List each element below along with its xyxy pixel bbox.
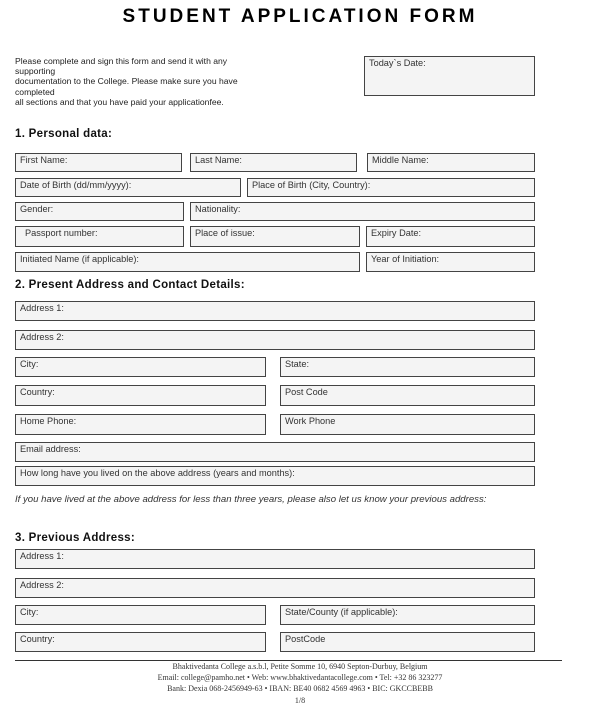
previous-city-field[interactable]: City: [15,605,266,625]
previous-state-county-field[interactable]: State/County (if applicable): [280,605,535,625]
place-of-birth-field[interactable]: Place of Birth (City, Country): [247,178,535,197]
expiry-date-field[interactable]: Expiry Date: [366,226,535,247]
nationality-field[interactable]: Nationality: [190,202,535,221]
gender-field[interactable]: Gender: [15,202,184,221]
passport-number-field[interactable]: Passport number: [15,226,184,247]
initiated-name-field[interactable]: Initiated Name (if applicable): [15,252,360,272]
place-of-issue-field[interactable]: Place of issue: [190,226,360,247]
present-post-code-field[interactable]: Post Code [280,385,535,406]
footer-contact: Email: college@pamho.net • Web: www.bhaktivedantacollege.com • Tel: +32 86 323277 [157,673,443,682]
previous-post-code-field[interactable]: PostCode [280,632,535,652]
form-title: STUDENT APPLICATION FORM [122,6,478,27]
how-long-field[interactable]: How long have you lived on the above address (years and months): [15,466,535,486]
footer-address: Bhaktivedanta College a.s.b.l, Petite Somme 10, 6940 Septon-Durbuy, Belgium [172,662,428,671]
previous-address-note: If you have lived at the above address for less than three years, please also let us know your previous address: [15,494,487,505]
first-name-field[interactable]: First Name: [15,153,182,172]
section-present-address-heading: 2. Present Address and Contact Details: [15,279,245,291]
date-of-birth-field[interactable]: Date of Birth (dd/mm/yyyy): [15,178,241,197]
work-phone-field[interactable]: Work Phone [280,414,535,435]
email-address-field[interactable]: Email address: [15,442,535,462]
intro-line: Please complete and sign this form and send it with any [15,56,228,66]
year-of-initiation-field[interactable]: Year of Initiation: [366,252,535,272]
todays-date-field[interactable]: Today`s Date: [364,56,535,96]
last-name-field[interactable]: Last Name: [190,153,357,172]
previous-country-field[interactable]: Country: [15,632,266,652]
intro-text [15,56,358,107]
footer-divider [15,660,562,661]
intro-line: completed [15,86,55,97]
page-number: 1/8 [294,696,306,705]
present-state-field[interactable]: State: [280,357,535,377]
intro-line: documentation to the College. Please make sure you have [15,76,238,87]
section-personal-heading: 1. Personal data: [15,128,113,140]
present-city-field[interactable]: City: [15,357,266,377]
intro-line: supporting [15,66,56,77]
footer-bank: Bank: Dexia 068-2456949-63 • IBAN: BE40 0682 4569 4963 • BIC: GKCCBEBB [167,684,433,693]
present-address1-field[interactable]: Address 1: [15,301,535,321]
present-address2-field[interactable]: Address 2: [15,330,535,350]
previous-address2-field[interactable]: Address 2: [15,578,535,598]
section-previous-address-heading: 3. Previous Address: [15,532,135,544]
intro-line: all sections and that you have paid your applicationfee. [15,96,224,107]
previous-address1-field[interactable]: Address 1: [15,549,535,569]
present-country-field[interactable]: Country: [15,385,266,406]
middle-name-field[interactable]: Middle Name: [367,153,535,172]
home-phone-field[interactable]: Home Phone: [15,414,266,435]
